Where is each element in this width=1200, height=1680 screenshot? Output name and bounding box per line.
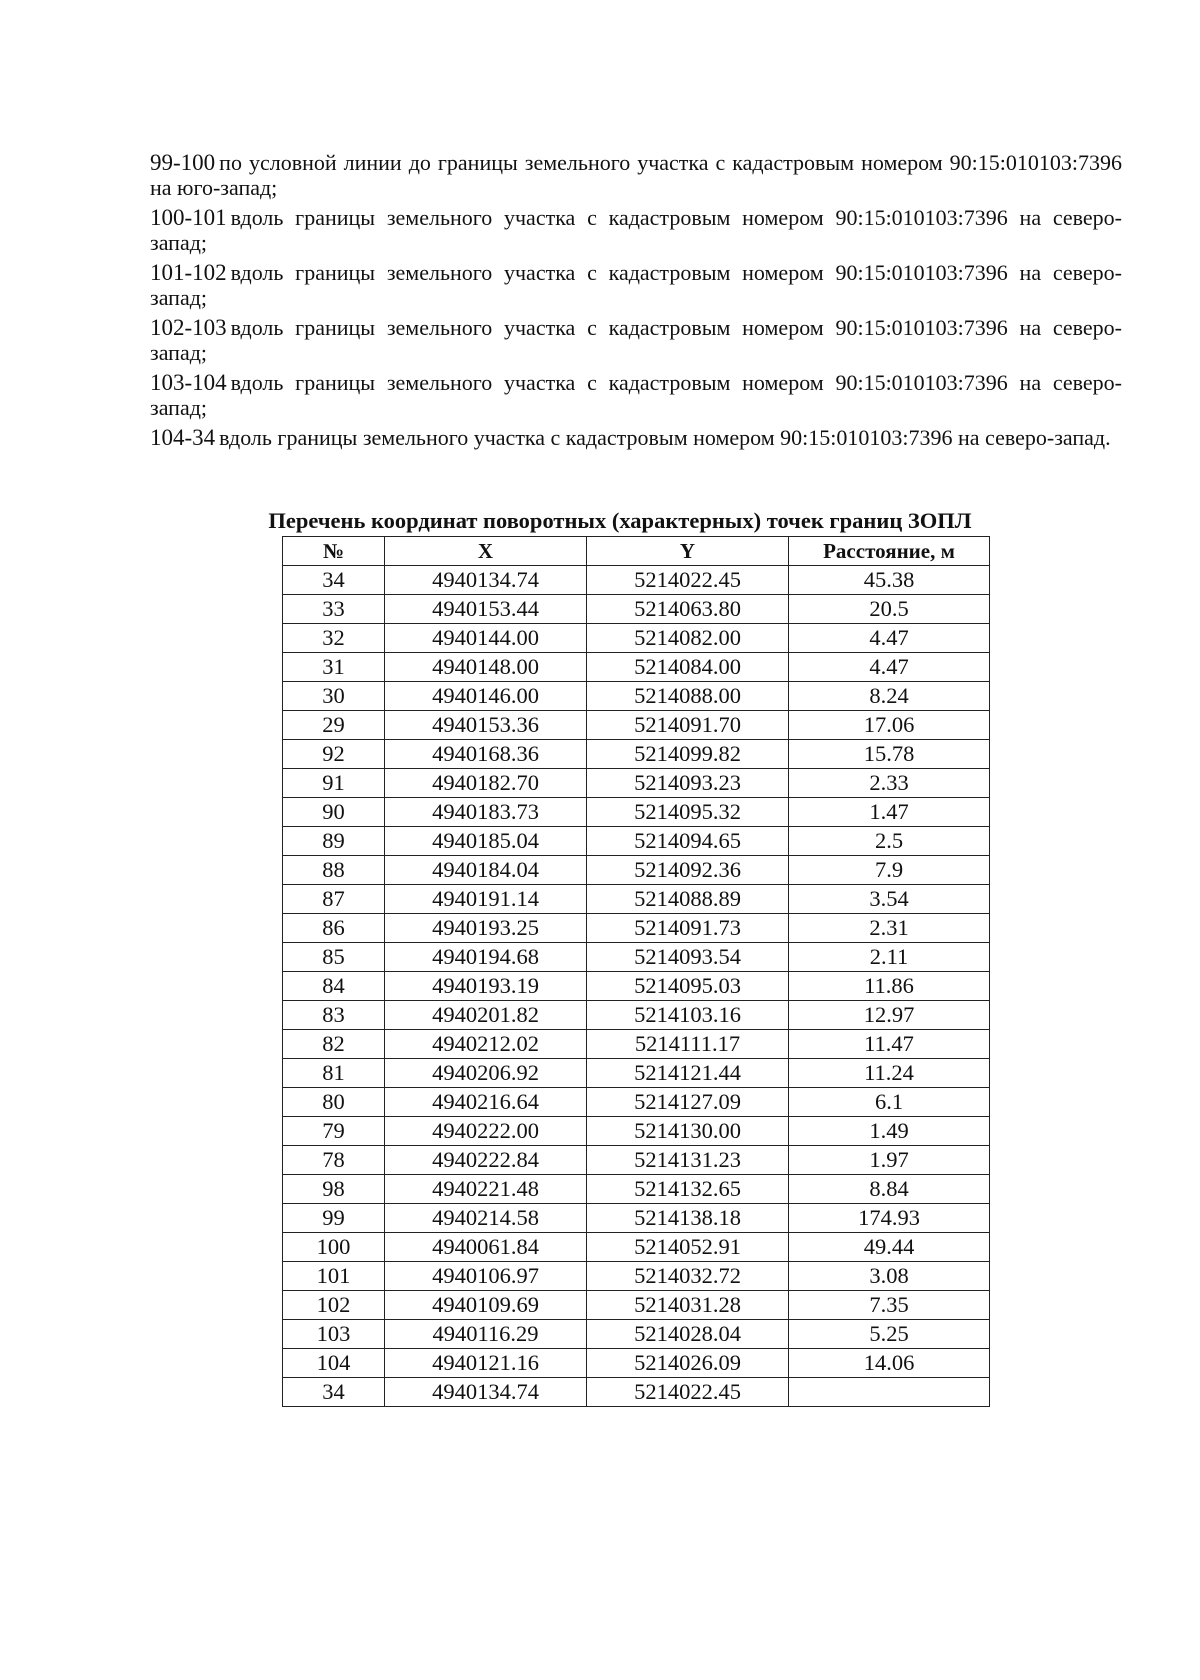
cell-number: 104 <box>283 1349 385 1378</box>
cell-y: 5214022.45 <box>587 566 789 595</box>
table-row <box>283 943 990 972</box>
segment-description: вдоль границы земельного участка с кадастровым номером 90:15:010103:7396 на северо-запад; <box>150 370 1122 420</box>
cell-x: 4940184.04 <box>385 856 587 885</box>
segment-description: по условной линии до границы земельного участка с кадастровым номером 90:15:010103:7396 на юго-запад; <box>150 150 1122 200</box>
cell-number: 80 <box>283 1088 385 1117</box>
cell-number: 100 <box>283 1233 385 1262</box>
cell-distance <box>789 1378 990 1407</box>
cell-distance: 2.33 <box>789 769 990 798</box>
cell-distance: 11.86 <box>789 972 990 1001</box>
cell-x: 4940134.74 <box>385 1378 587 1407</box>
cell-number: 34 <box>283 1378 385 1407</box>
cell-y: 5214094.65 <box>587 827 789 856</box>
cell-distance: 1.97 <box>789 1146 990 1175</box>
cell-distance: 2.5 <box>789 827 990 856</box>
cell-number: 90 <box>283 798 385 827</box>
table-row <box>283 566 990 595</box>
cell-number: 87 <box>283 885 385 914</box>
cell-number: 98 <box>283 1175 385 1204</box>
cell-x: 4940109.69 <box>385 1291 587 1320</box>
header-number: № <box>283 537 385 566</box>
table-row <box>283 1233 990 1262</box>
cell-distance: 3.54 <box>789 885 990 914</box>
cell-y: 5214103.16 <box>587 1001 789 1030</box>
cell-y: 5214093.54 <box>587 943 789 972</box>
segment-label: 102-103 <box>150 315 227 340</box>
cell-x: 4940216.64 <box>385 1088 587 1117</box>
cell-number: 92 <box>283 740 385 769</box>
cell-distance: 6.1 <box>789 1088 990 1117</box>
cell-y: 5214026.09 <box>587 1349 789 1378</box>
cell-y: 5214088.00 <box>587 682 789 711</box>
cell-y: 5214091.73 <box>587 914 789 943</box>
cell-x: 4940193.25 <box>385 914 587 943</box>
cell-y: 5214031.28 <box>587 1291 789 1320</box>
table-row <box>283 972 990 1001</box>
boundary-description <box>150 150 1122 455</box>
table-row <box>283 682 990 711</box>
boundary-segment-paragraph <box>150 150 1122 200</box>
cell-x: 4940148.00 <box>385 653 587 682</box>
cell-y: 5214131.23 <box>587 1146 789 1175</box>
cell-y: 5214130.00 <box>587 1117 789 1146</box>
table-row <box>283 1117 990 1146</box>
cell-y: 5214132.65 <box>587 1175 789 1204</box>
coordinates-table <box>282 536 990 1407</box>
cell-x: 4940201.82 <box>385 1001 587 1030</box>
table-row <box>283 856 990 885</box>
segment-label: 100-101 <box>150 205 227 230</box>
cell-distance: 12.97 <box>789 1001 990 1030</box>
cell-y: 5214111.17 <box>587 1030 789 1059</box>
header-x: X <box>385 537 587 566</box>
segment-description: вдоль границы земельного участка с кадастровым номером 90:15:010103:7396 на северо-запад; <box>150 260 1122 310</box>
cell-y: 5214082.00 <box>587 624 789 653</box>
cell-x: 4940221.48 <box>385 1175 587 1204</box>
cell-distance: 45.38 <box>789 566 990 595</box>
segment-label: 104-34 <box>150 425 216 450</box>
cell-x: 4940153.36 <box>385 711 587 740</box>
cell-x: 4940153.44 <box>385 595 587 624</box>
cell-number: 89 <box>283 827 385 856</box>
cell-distance: 7.9 <box>789 856 990 885</box>
boundary-segment-paragraph <box>150 205 1122 255</box>
table-row <box>283 827 990 856</box>
cell-distance: 17.06 <box>789 711 990 740</box>
table-row <box>283 914 990 943</box>
cell-y: 5214093.23 <box>587 769 789 798</box>
boundary-segment-paragraph <box>150 315 1122 365</box>
cell-distance: 3.08 <box>789 1262 990 1291</box>
table-row <box>283 885 990 914</box>
cell-distance: 11.47 <box>789 1030 990 1059</box>
table-row <box>283 798 990 827</box>
cell-y: 5214022.45 <box>587 1378 789 1407</box>
cell-x: 4940222.84 <box>385 1146 587 1175</box>
table-row <box>283 653 990 682</box>
cell-number: 86 <box>283 914 385 943</box>
cell-number: 30 <box>283 682 385 711</box>
cell-y: 5214099.82 <box>587 740 789 769</box>
cell-x: 4940146.00 <box>385 682 587 711</box>
table-row <box>283 1204 990 1233</box>
cell-number: 34 <box>283 566 385 595</box>
cell-number: 78 <box>283 1146 385 1175</box>
cell-distance: 4.47 <box>789 653 990 682</box>
boundary-segment-paragraph <box>150 370 1122 420</box>
cell-y: 5214088.89 <box>587 885 789 914</box>
table-row <box>283 624 990 653</box>
table-row <box>283 711 990 740</box>
table-row <box>283 595 990 624</box>
boundary-segment-paragraph <box>150 260 1122 310</box>
table-row <box>283 769 990 798</box>
cell-distance: 7.35 <box>789 1291 990 1320</box>
cell-number: 102 <box>283 1291 385 1320</box>
cell-distance: 2.11 <box>789 943 990 972</box>
segment-label: 99-100 <box>150 150 216 175</box>
cell-number: 81 <box>283 1059 385 1088</box>
cell-number: 88 <box>283 856 385 885</box>
cell-distance: 5.25 <box>789 1320 990 1349</box>
cell-y: 5214084.00 <box>587 653 789 682</box>
cell-y: 5214063.80 <box>587 595 789 624</box>
cell-x: 4940185.04 <box>385 827 587 856</box>
table-row <box>283 1059 990 1088</box>
segment-description: вдоль границы земельного участка с кадастровым номером 90:15:010103:7396 на северо-запад; <box>150 315 1122 365</box>
segment-description: вдоль границы земельного участка с кадастровым номером 90:15:010103:7396 на северо-запад; <box>150 205 1122 255</box>
cell-x: 4940212.02 <box>385 1030 587 1059</box>
table-title: Перечень координат поворотных (характерных) точек границ ЗОПЛ <box>268 508 972 533</box>
cell-number: 84 <box>283 972 385 1001</box>
cell-x: 4940116.29 <box>385 1320 587 1349</box>
cell-x: 4940134.74 <box>385 566 587 595</box>
cell-y: 5214092.36 <box>587 856 789 885</box>
table-header-row <box>283 537 990 566</box>
table-row <box>283 1030 990 1059</box>
cell-number: 32 <box>283 624 385 653</box>
cell-distance: 1.47 <box>789 798 990 827</box>
cell-distance: 1.49 <box>789 1117 990 1146</box>
cell-x: 4940121.16 <box>385 1349 587 1378</box>
table-row <box>283 1175 990 1204</box>
cell-distance: 14.06 <box>789 1349 990 1378</box>
cell-number: 29 <box>283 711 385 740</box>
cell-distance: 174.93 <box>789 1204 990 1233</box>
cell-x: 4940183.73 <box>385 798 587 827</box>
table-row <box>283 1146 990 1175</box>
cell-distance: 8.84 <box>789 1175 990 1204</box>
cell-distance: 11.24 <box>789 1059 990 1088</box>
cell-x: 4940106.97 <box>385 1262 587 1291</box>
cell-y: 5214032.72 <box>587 1262 789 1291</box>
cell-x: 4940144.00 <box>385 624 587 653</box>
cell-y: 5214028.04 <box>587 1320 789 1349</box>
segment-label: 103-104 <box>150 370 227 395</box>
segment-description: вдоль границы земельного участка с кадастровым номером 90:15:010103:7396 на северо-запад. <box>219 425 1111 450</box>
cell-x: 4940222.00 <box>385 1117 587 1146</box>
cell-number: 85 <box>283 943 385 972</box>
cell-x: 4940168.36 <box>385 740 587 769</box>
cell-number: 33 <box>283 595 385 624</box>
cell-number: 83 <box>283 1001 385 1030</box>
cell-y: 5214095.32 <box>587 798 789 827</box>
cell-distance: 20.5 <box>789 595 990 624</box>
segment-label: 101-102 <box>150 260 227 285</box>
cell-distance: 15.78 <box>789 740 990 769</box>
cell-number: 31 <box>283 653 385 682</box>
cell-distance: 4.47 <box>789 624 990 653</box>
cell-number: 101 <box>283 1262 385 1291</box>
header-y: Y <box>587 537 789 566</box>
table-row <box>283 1349 990 1378</box>
cell-x: 4940061.84 <box>385 1233 587 1262</box>
cell-distance: 2.31 <box>789 914 990 943</box>
cell-y: 5214052.91 <box>587 1233 789 1262</box>
table-row <box>283 1262 990 1291</box>
table-row <box>283 1378 990 1407</box>
cell-x: 4940194.68 <box>385 943 587 972</box>
table-row <box>283 1088 990 1117</box>
table-row <box>283 740 990 769</box>
table-row <box>283 1291 990 1320</box>
cell-x: 4940191.14 <box>385 885 587 914</box>
cell-x: 4940193.19 <box>385 972 587 1001</box>
cell-x: 4940214.58 <box>385 1204 587 1233</box>
header-distance: Расстояние, м <box>789 537 990 566</box>
cell-number: 91 <box>283 769 385 798</box>
cell-y: 5214121.44 <box>587 1059 789 1088</box>
cell-x: 4940206.92 <box>385 1059 587 1088</box>
cell-y: 5214127.09 <box>587 1088 789 1117</box>
boundary-segment-paragraph <box>150 425 1122 450</box>
cell-y: 5214091.70 <box>587 711 789 740</box>
cell-number: 79 <box>283 1117 385 1146</box>
cell-number: 82 <box>283 1030 385 1059</box>
cell-y: 5214095.03 <box>587 972 789 1001</box>
cell-x: 4940182.70 <box>385 769 587 798</box>
cell-distance: 8.24 <box>789 682 990 711</box>
cell-y: 5214138.18 <box>587 1204 789 1233</box>
cell-number: 103 <box>283 1320 385 1349</box>
cell-number: 99 <box>283 1204 385 1233</box>
table-row <box>283 1320 990 1349</box>
cell-distance: 49.44 <box>789 1233 990 1262</box>
table-row <box>283 1001 990 1030</box>
